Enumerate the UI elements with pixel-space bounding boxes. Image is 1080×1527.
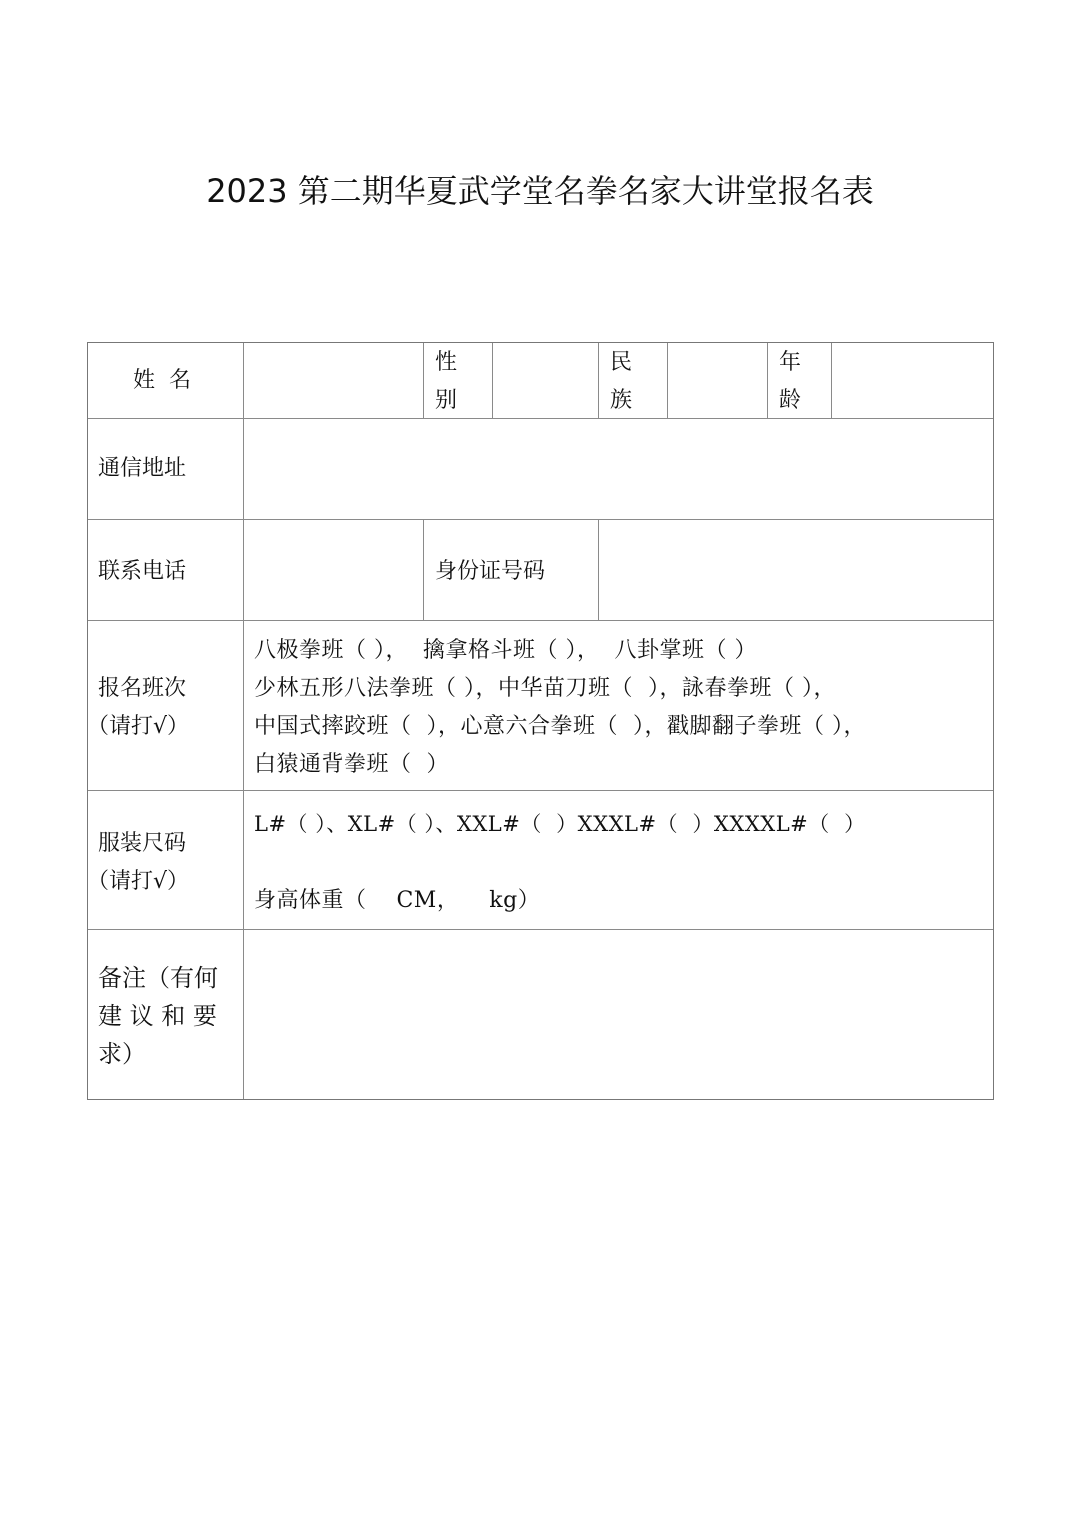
age-label-cell (768, 342, 832, 419)
name-label: 姓 名 (133, 368, 191, 393)
id-input-cell[interactable] (599, 520, 994, 621)
gender-label-1: 性 (435, 350, 458, 375)
id-number-label: 身份证号码 (435, 559, 546, 584)
ethnicity-label-cell (599, 342, 668, 419)
clothing-size-instruction: （请打√） (87, 869, 190, 894)
age-label-2: 龄 (779, 388, 802, 413)
registration-form-table (87, 342, 994, 1100)
clothing-options-cell (244, 791, 994, 930)
address-label-cell (87, 419, 244, 520)
clothing-label-cell (87, 791, 244, 930)
name-label-cell (87, 342, 244, 419)
ethnicity-input-cell[interactable] (668, 342, 768, 419)
classes-line-2[interactable]: 少林五形八法拳班（ ），中华苗刀班（ ），詠春拳班（ ）， (254, 676, 836, 701)
remarks-label-line-1: 备注（有何 (98, 964, 218, 992)
classes-instruction: （请打√） (87, 714, 190, 739)
classes-label-cell (87, 621, 244, 791)
classes-options-cell (244, 621, 994, 791)
age-label-1: 年 (779, 350, 802, 375)
phone-label: 联系电话 (98, 559, 187, 584)
phone-input-cell[interactable] (244, 520, 424, 621)
ethnicity-label-2: 族 (610, 388, 633, 413)
gender-input-cell[interactable] (493, 342, 599, 419)
id-label-cell (424, 520, 599, 621)
gender-label-cell (424, 342, 493, 419)
remarks-label-line-2: 建 议 和 要 (98, 1002, 217, 1030)
remarks-input-cell[interactable] (244, 930, 994, 1100)
classes-line-3[interactable]: 中国式摔跤班（ ），心意六合拳班（ ），戳脚翻子拳班（ ）， (254, 714, 866, 739)
age-input-cell[interactable] (832, 342, 994, 419)
ethnicity-label-1: 民 (610, 350, 633, 375)
address-input-cell[interactable] (244, 419, 994, 520)
name-input-cell[interactable] (244, 342, 424, 419)
height-weight-line[interactable]: 身高体重（ CM， kg） (254, 888, 541, 913)
classes-label: 报名班次 (98, 676, 187, 701)
clothing-size-label: 服装尺码 (98, 831, 187, 856)
address-label: 通信地址 (98, 456, 187, 481)
classes-line-1[interactable]: 八极拳班（ ）， 擒拿格斗班（ ）， 八卦掌班（ ） (254, 638, 757, 663)
page-title: 2023 第二期华夏武学堂名拳名家大讲堂报名表 (206, 172, 874, 210)
clothing-sizes-line[interactable]: L#（ ）、XL#（ ）、XXL#（ ）XXXL#（ ）XXXXL#（ ） (254, 812, 866, 836)
classes-line-4[interactable]: 白猿通背拳班（ ） (254, 752, 449, 777)
remarks-label-cell (87, 930, 244, 1100)
remarks-label-line-3: 求） (98, 1040, 146, 1068)
phone-label-cell (87, 520, 244, 621)
gender-label-2: 别 (435, 388, 458, 413)
